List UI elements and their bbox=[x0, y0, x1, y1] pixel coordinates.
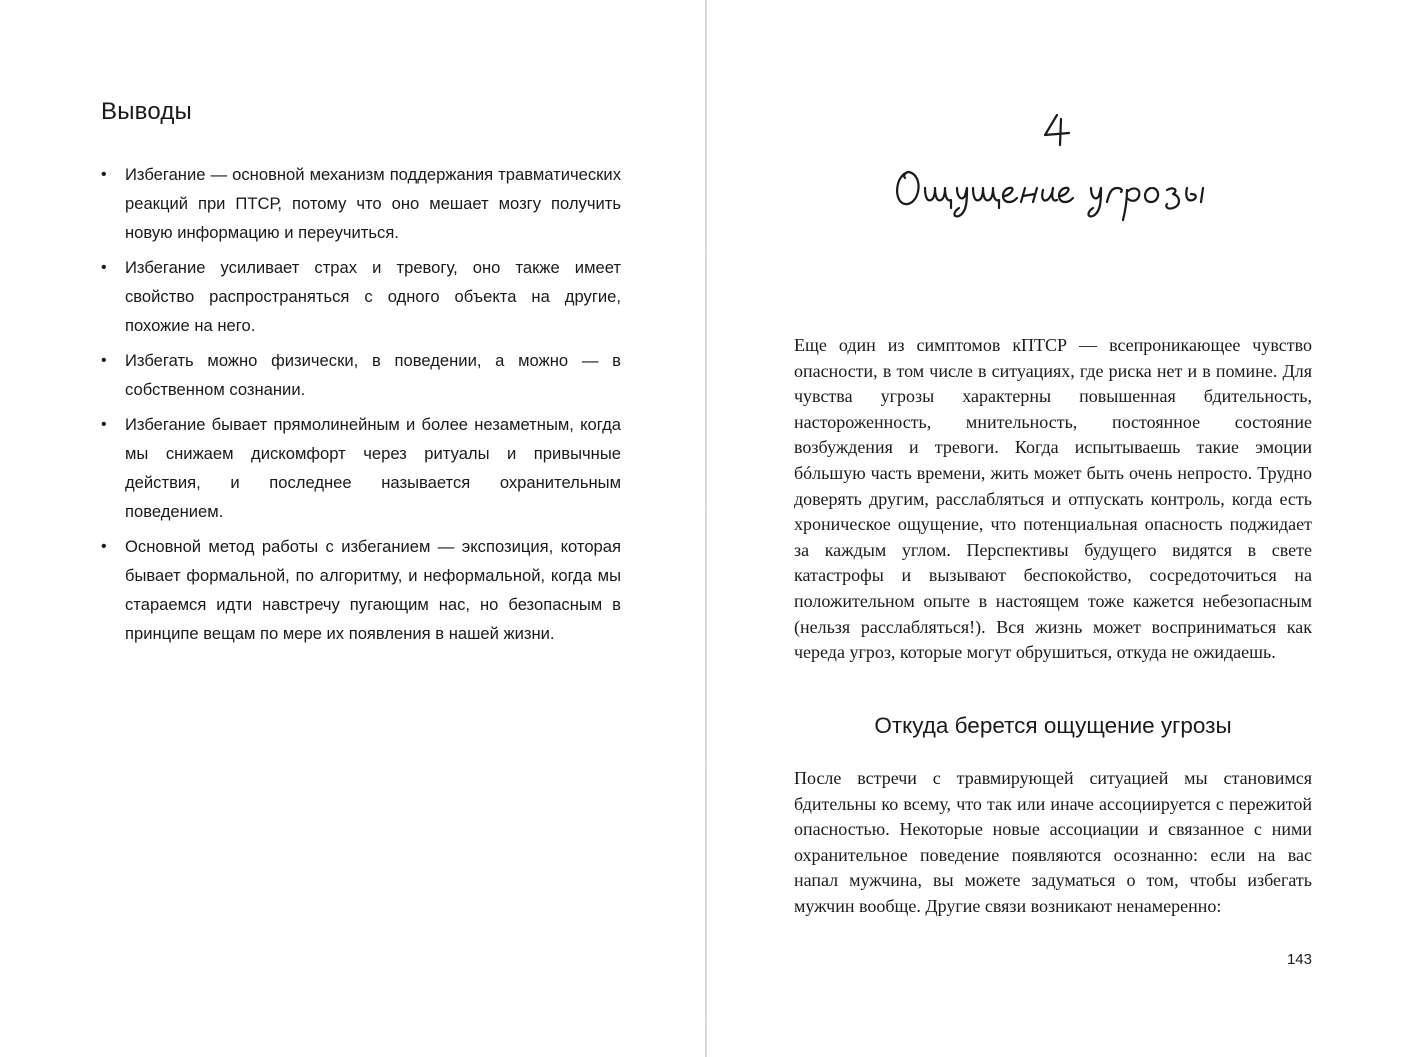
chapter-title-handwritten bbox=[887, 150, 1247, 230]
list-item bbox=[101, 410, 621, 526]
page-number: 143 bbox=[1286, 951, 1312, 968]
list-item bbox=[101, 253, 621, 340]
summary-list bbox=[101, 160, 621, 654]
list-item bbox=[101, 160, 621, 247]
list-item-text: Избегание усиливает страх и тревогу, оно также имеет свойство распространяться с одного объекта на другие, похожие на него. bbox=[125, 258, 621, 335]
list-item-text: Избегать можно физически, в поведении, а можно — в собственном сознании. bbox=[125, 351, 621, 399]
bullet-marker: • bbox=[101, 259, 107, 276]
bullet-marker: • bbox=[101, 166, 107, 183]
list-item-text: Избегание — основной механизм поддержания травматических реакций при ПТСР, потому что оно мешает мозгу получить новую информацию и переучиться. bbox=[125, 165, 621, 242]
body-paragraph: После встречи с травмирующей ситуацией мы становимся бдительны ко всему, что так или иначе ассоциируется с пережитой опасностью. Некоторые новые ассоциации и связанное с ними охранительное поведение появляются осознанно: если на вас напал мужчина, вы можете задуматься о том, чтобы избегать мужчин вообще. Другие связи возникают ненамеренно: bbox=[794, 768, 1312, 916]
chapter-number-handwritten bbox=[1027, 105, 1087, 155]
list-item bbox=[101, 532, 621, 648]
list-item-text: Основной метод работы с избеганием — экспозиция, которая бывает формальной, по алгоритму, и неформальной, когда мы стараемся идти навстречу пугающим нас, но безопасным в принципе вещам по мере их появления в нашей жизни. bbox=[125, 537, 621, 643]
list-item bbox=[101, 346, 621, 404]
section-heading: Откуда берется ощущение угрозы bbox=[874, 713, 1232, 738]
list-item-text: Избегание бывает прямолинейным и более незаметным, когда мы снижаем дискомфорт через ритуалы и привычные действия, и последнее называется охранительным поведением. bbox=[125, 415, 621, 521]
bullet-marker: • bbox=[101, 416, 107, 433]
bullet-marker: • bbox=[101, 538, 107, 555]
section-title: Выводы bbox=[101, 98, 193, 125]
intro-paragraph: Еще один из симптомов кПТСР — всепроникающее чувство опасности, в том числе в ситуациях, где риска нет и в помине. Для чувства угрозы характерны повышенная бдительность, настороженность, мнительность, постоянное состояние возбуждения и тревоги. Когда испытываешь такие эмоции бóльшую часть времени, жить может быть очень непросто. Трудно доверять другим, расслабляться и отпускать контроль, когда есть хроническое ощущение, что потенциальная опасность поджидает за каждым углом. Перспективы будущего видятся в свете катастрофы и вызывают беспокойство, сосредоточиться на положительном опыте в настоящем тоже кажется небезопасным (нельзя расслабляться!). Вся жизнь может восприниматься как череда угроз, которые могут обрушиться, откуда не ожидаешь. bbox=[794, 335, 1312, 663]
right-page bbox=[707, 0, 1410, 1057]
bullet-marker: • bbox=[101, 352, 107, 369]
